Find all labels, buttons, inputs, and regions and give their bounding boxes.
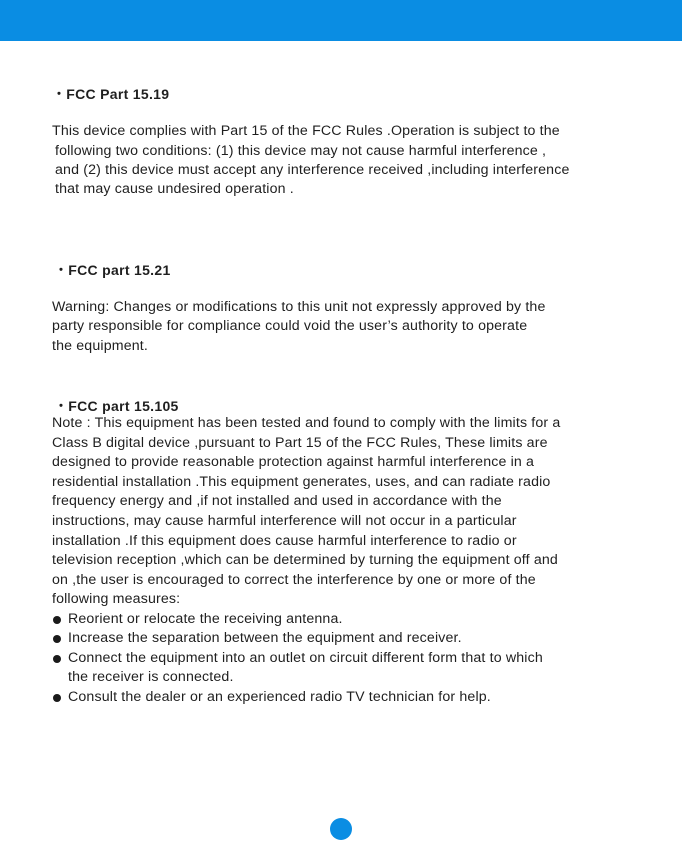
bullet-icon [53, 694, 61, 702]
page-marker-dot [330, 818, 352, 840]
paragraph-line: This device complies with Part 15 of the FCC Rules .Operation is subject to the [52, 123, 560, 139]
measure-item: Increase the separation between the equipment and receiver. [68, 630, 462, 646]
section-title-fcc-15-105: ・FCC part 15.105 [54, 398, 179, 414]
paragraph-line: installation .If this equipment does cause harmful interference to radio or [52, 533, 517, 549]
measure-item: Reorient or relocate the receiving antenna. [68, 611, 343, 627]
paragraph-line: following measures: [52, 591, 181, 607]
paragraph-line: on ,the user is encouraged to correct the interference by one or more of the [52, 572, 536, 588]
bullet-icon [53, 655, 61, 663]
paragraph-line: the equipment. [52, 338, 148, 354]
paragraph-line: instructions, may cause harmful interference will not occur in a particular [52, 513, 517, 529]
bullet-icon [53, 635, 61, 643]
measure-item: Consult the dealer or an experienced radio TV technician for help. [68, 689, 491, 705]
paragraph-line: following two conditions: (1) this device may not cause harmful interference , [55, 143, 547, 159]
header-bar [0, 0, 682, 41]
paragraph-line: party responsible for compliance could void the user’s authority to operate [52, 318, 528, 334]
paragraph-line: designed to provide reasonable protection against harmful interference in a [52, 454, 535, 470]
paragraph-line: residential installation .This equipment generates, uses, and can radiate radio [52, 474, 551, 490]
measure-item-continued: the receiver is connected. [68, 669, 234, 685]
section-title-fcc-15-19: ・FCC Part 15.19 [52, 86, 170, 102]
paragraph-line: and (2) this device must accept any interference received ,including interference [55, 162, 570, 178]
paragraph-line: Warning: Changes or modifications to this unit not expressly approved by the [52, 299, 546, 315]
paragraph-line: television reception ,which can be determined by turning the equipment off and [52, 552, 558, 568]
paragraph-line: that may cause undesired operation . [55, 181, 294, 197]
bullet-icon [53, 616, 61, 624]
measure-item: Connect the equipment into an outlet on circuit different form that to which [68, 650, 543, 666]
section-title-fcc-15-21: ・FCC part 15.21 [54, 262, 171, 278]
paragraph-line: Class B digital device ,pursuant to Part 15 of the FCC Rules, These limits are [52, 435, 548, 451]
paragraph-line: frequency energy and ,if not installed and used in accordance with the [52, 493, 502, 509]
paragraph-line: Note : This equipment has been tested and found to comply with the limits for a [52, 415, 561, 431]
